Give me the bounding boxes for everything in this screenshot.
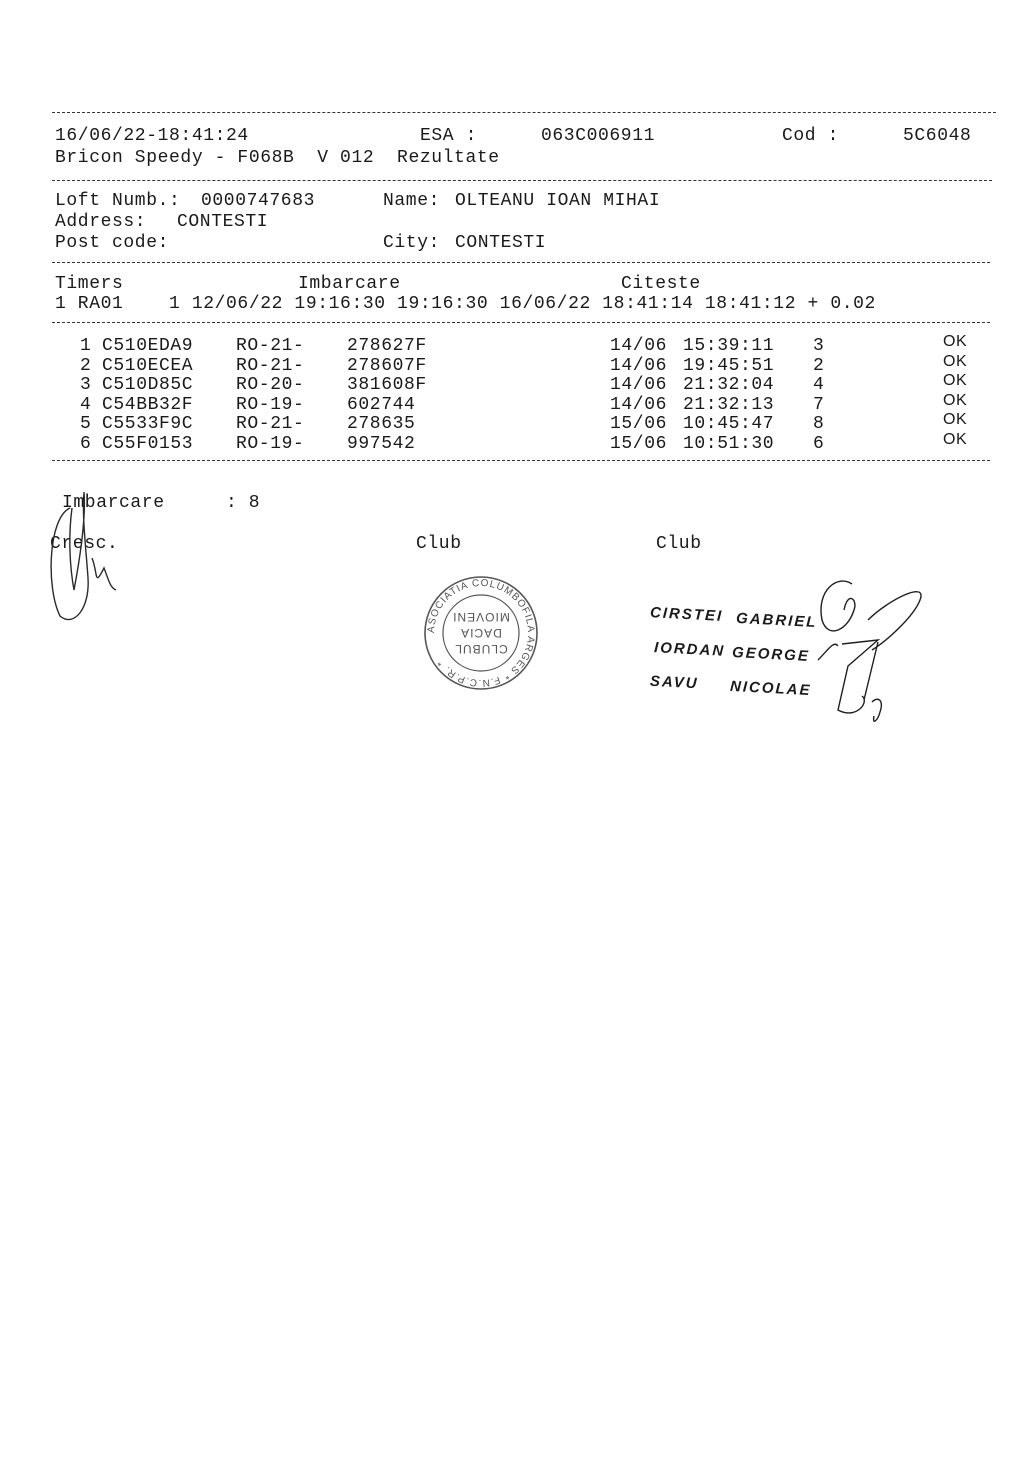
loft-value: 0000747683 [201,191,316,211]
signatory-1-last: GABRIEL [735,609,818,632]
bird-ring-number: 997542 [347,433,416,454]
bird-arrival-time: 10:51:30 [683,433,775,454]
bird-status: OK [943,372,968,389]
bird-arrival-time: 10:45:47 [683,414,775,434]
bird-count: 7 [813,394,825,415]
bird-count: 8 [813,414,825,434]
bird-arrival-time: 21:32:13 [683,394,775,415]
stamp-inner-line-2: DACIA [460,626,502,640]
bird-arrival-date: 14/06 [610,336,668,356]
header-esa-label: ESA : [420,126,478,146]
signatory-2-last: GEORGE [731,643,811,666]
bird-arrival-time: 15:39:11 [683,336,775,356]
postcode-label: Post code: [55,233,170,253]
signatory-3-last: NICOLAE [729,677,812,700]
separator-bottom [52,460,990,461]
imbarcare-total-value: : 8 [226,493,261,513]
bird-arrival-date: 15/06 [610,414,668,434]
header-device-line: Bricon Speedy - F068B V 012 Rezultate [55,148,500,168]
header-cod-value: 5C6048 [903,126,972,146]
bird-arrival-date: 14/06 [610,394,668,415]
timers-header: Timers [55,274,124,294]
bird-count: 4 [813,375,825,395]
imbarcare-header: Imbarcare [298,274,401,294]
bird-count: 3 [813,336,825,356]
name-label: Name: [383,191,441,211]
bird-status: OK [943,430,968,448]
bird-ring-prefix: RO-21- [236,414,305,434]
signatory-3-first: SAVU [649,672,699,693]
separator-top [52,112,996,113]
header-cod-label: Cod : [782,126,840,146]
header-datetime: 16/06/22-18:41:24 [55,126,249,146]
bird-arrival-time: 21:32:04 [683,375,775,395]
bird-chip: C510D85C [102,375,194,395]
imbarcare-total-label: Imbarcare [62,493,165,513]
bird-no: 1 [80,336,92,356]
bird-no: 3 [80,375,92,395]
loft-label: Loft Numb.: [55,191,181,211]
stamp-inner-line-1: CLUBUL [454,642,508,656]
bird-no: 5 [80,414,92,434]
bird-no: 2 [80,355,92,376]
breeder-signature [40,478,130,628]
bird-count: 6 [813,433,825,454]
bird-arrival-date: 15/06 [610,433,668,454]
separator-timers [52,262,990,263]
bird-chip: C54BB32F [102,394,194,415]
bird-status: OK [943,333,968,350]
cresc-label: Cresc. [50,534,119,554]
bird-count: 2 [813,355,825,376]
bird-ring-prefix: RO-19- [236,394,305,415]
club-signature [808,570,938,730]
bird-no: 6 [80,433,92,454]
bird-ring-number: 278607F [347,355,427,376]
bird-chip: C510ECEA [102,355,194,376]
city-value: CONTESTI [455,233,547,253]
club-stamp [422,574,540,692]
bird-ring-prefix: RO-21- [236,336,305,356]
separator-birds [52,322,990,323]
citeste-header: Citeste [621,274,701,294]
bird-ring-number: 602744 [347,394,416,415]
bird-ring-number: 278627F [347,336,427,356]
club-label-2: Club [656,534,702,554]
city-label: City: [383,233,441,253]
bird-chip: C510EDA9 [102,336,194,356]
bird-status: OK [943,391,968,409]
header-esa-value: 063C006911 [541,126,656,146]
bird-ring-number: 278635 [347,414,416,434]
bird-ring-prefix: RO-19- [236,433,305,454]
address-label: Address: [55,212,147,232]
signatory-1-first: CIRSTEI [649,604,724,625]
signatory-2-first: IORDAN [653,639,726,660]
bird-ring-prefix: RO-20- [236,375,305,395]
bird-status: OK [943,411,968,428]
bird-chip: C5533F9C [102,414,194,434]
bird-status: OK [943,352,968,370]
address-value: CONTESTI [177,212,269,232]
separator-owner [52,180,992,181]
stamp-inner-line-3: MIOVENI [452,610,510,624]
bird-ring-prefix: RO-21- [236,355,305,376]
bird-ring-number: 381608F [347,375,427,395]
club-label-1: Club [416,534,462,554]
stamp-outer-text: ASOCIATIA COLUMBOFILA ARGES * F.N.C.P.R. * [425,577,537,689]
bird-no: 4 [80,394,92,415]
bird-arrival-time: 19:45:51 [683,355,775,376]
bird-arrival-date: 14/06 [610,355,668,376]
name-value: OLTEANU IOAN MIHAI [455,191,661,211]
bird-arrival-date: 14/06 [610,375,668,395]
timers-row: 1 RA01 1 12/06/22 19:16:30 19:16:30 16/06/22 18:41:14 18:41:12 + 0.02 [55,294,876,314]
bird-chip: C55F0153 [102,433,194,454]
